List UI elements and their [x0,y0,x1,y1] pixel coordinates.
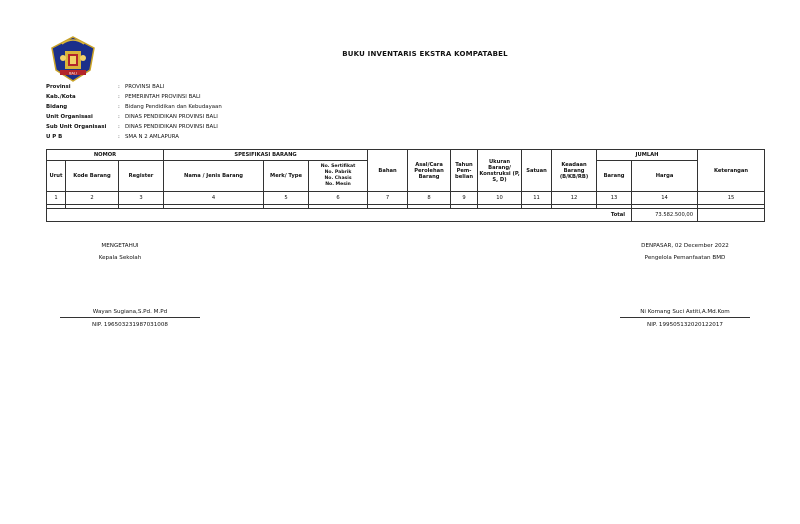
col-header-bahan: Bahan [368,150,408,192]
info-value: Bidang Pendidikan dan Kebudayaan [125,104,222,110]
info-row-unit [46,112,222,122]
group-header-jumlah: JUMLAH [597,150,698,161]
sig-right-place-date: DENPASAR, 02 December 2022 [641,243,729,249]
col-number: 4 [164,192,264,205]
info-label: U P B [46,134,63,140]
info-sep: : [118,124,120,130]
sig-right-name: Ni Komang Suci Astiti,A.Md.Kom [640,309,730,315]
info-block [46,82,222,142]
sertifikat-line: No. Sertifikat [320,164,356,169]
col-number: 11 [522,192,552,205]
col-number: 15 [698,192,765,205]
col-header-ukuran: Ukuran Barang/ Konstruksi (P, S, D) [478,150,522,192]
col-header-urut: Urut [47,161,66,192]
info-value: DINAS PENDIDIKAN PROVINSI BALI [125,124,218,130]
sig-right-line [620,317,750,318]
sertifikat-line: No. Mesin [325,182,351,187]
inventory-table [46,149,765,222]
total-label: Total [47,209,632,222]
info-value: PEMERINTAH PROVINSI BALI [125,94,201,100]
col-number: 7 [368,192,408,205]
info-value: PROVINSI BALI [125,84,165,90]
col-number: 14 [632,192,698,205]
total-value: 73.582.500,00 [632,209,698,222]
info-value: DINAS PENDIDIKAN PROVINSI BALI [125,114,218,120]
sig-right-nip: NIP. 199505132020122017 [647,322,723,328]
info-label: Bidang [46,104,68,110]
info-sep: : [118,134,120,140]
group-header-nomor: NOMOR [47,150,164,161]
col-number: 5 [264,192,309,205]
info-label: Sub Unit Organisasi [46,124,107,130]
col-header-barang: Barang [597,161,632,192]
col-header-tahun: Tahun Pem- belian [451,150,478,192]
sig-left-name: Wayan Sugiana,S.Pd. M.Pd [92,309,168,315]
info-sep: : [118,104,120,110]
column-number-row [47,192,765,205]
table-header-row-1 [47,150,765,161]
total-keterangan [698,209,765,222]
col-number: 13 [597,192,632,205]
total-row [47,209,765,222]
info-row-subunit [46,122,222,132]
col-number: 12 [552,192,597,205]
svg-text:BALI: BALI [69,71,77,76]
col-header-nama: Nama / Jenis Barang [164,161,264,192]
info-row-upb [46,132,222,142]
sig-left-role: Kepala Sekolah [98,255,142,261]
sertifikat-line: No. Pabrik [324,170,352,175]
col-number: 1 [47,192,66,205]
col-number: 6 [309,192,368,205]
sig-left-heading: MENGETAHUI [101,243,139,249]
info-sep: : [118,84,120,90]
info-row-provinsi [46,82,222,92]
col-header-register: Register [119,161,164,192]
col-number: 8 [408,192,451,205]
group-header-spesifikasi: SPESIFIKASI BARANG [164,150,368,161]
col-header-merk: Merk/ Type [264,161,309,192]
sig-right-role: Pengelola Pemanfaatan BMD [644,255,726,261]
col-header-satuan: Satuan [522,150,552,192]
col-number: 10 [478,192,522,205]
col-header-keterangan: Keterangan [698,150,765,192]
info-label: Kab./Kota [46,94,76,100]
info-row-bidang [46,102,222,112]
col-header-kode: Kode Barang [66,161,119,192]
info-value: SMA N 2 AMLAPURA [125,134,179,140]
col-header-asal: Asal/Cara Perolehan Barang [408,150,451,192]
info-label: Provinsi [46,84,71,90]
col-header-harga: Harga [632,161,698,192]
col-number: 3 [119,192,164,205]
sertifikat-line: No. Chasis [324,176,352,181]
info-sep: : [118,114,120,120]
sig-left-line [60,317,200,318]
info-label: Unit Organisasi [46,114,93,120]
col-header-keadaan: Keadaan Barang (B/KB/RB) [552,150,597,192]
col-header-sertifikat [309,161,368,192]
info-sep: : [118,94,120,100]
sig-left-nip: NIP. 196503231987031008 [92,322,168,328]
document-title: BUKU INVENTARIS EKSTRA KOMPATABEL [342,50,508,58]
col-number: 2 [66,192,119,205]
info-row-kabkota [46,92,222,102]
bali-province-logo [50,36,96,82]
col-number: 9 [451,192,478,205]
